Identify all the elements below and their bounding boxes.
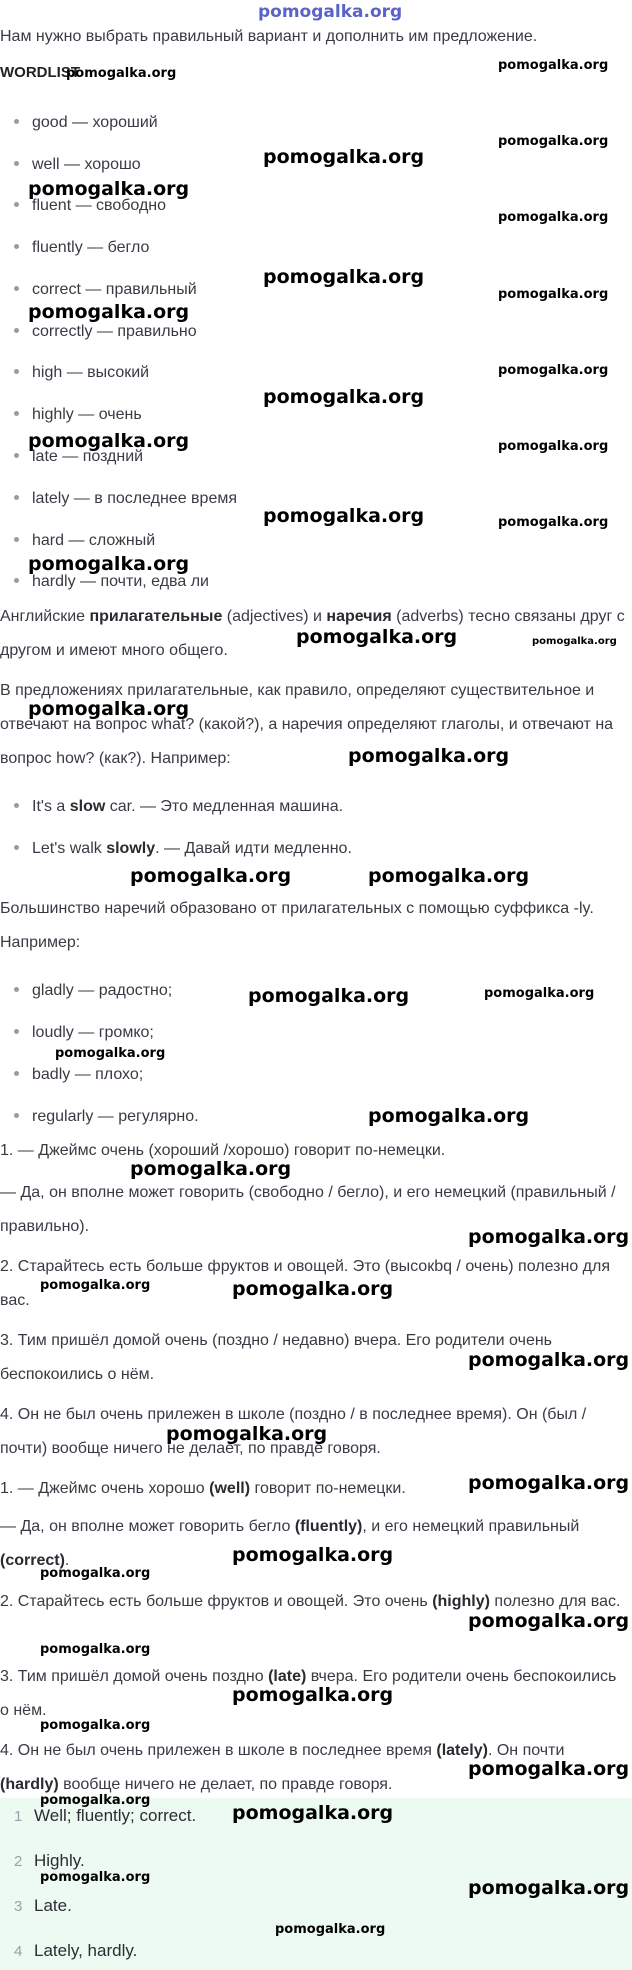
watermark: pomogalka.org	[40, 1566, 151, 1581]
watermark: pomogalka.org	[166, 1423, 328, 1445]
watermark: pomogalka.org	[484, 986, 595, 1001]
list-item: well — хорошо	[14, 156, 141, 174]
answer-item: 2 Highly.	[14, 1851, 85, 1870]
list-item: gladly — радостно;	[14, 982, 172, 1000]
theory-paragraph-2: В предложениях прилагательные, как правило, определяют существительное и отвечают на вопрос what? (какой?), а наречия определяют глаголы, и отвечают на вопрос how? (как?). Например:	[0, 682, 614, 767]
watermark: pomogalka.org	[498, 515, 609, 530]
watermark: pomogalka.org	[232, 1802, 394, 1824]
watermark: pomogalka.org	[468, 1226, 630, 1248]
example-item: It's a slow car. — Это медленная машина.	[14, 798, 343, 816]
answer-item: 4 Lately, hardly.	[14, 1941, 138, 1960]
solution-1-reply: — Да, он вполне может говорить бегло (fluently), и его немецкий правильный (correct).	[0, 1518, 580, 1569]
bullet-icon	[14, 1071, 19, 1076]
watermark: pomogalka.org	[532, 636, 617, 647]
intro-text: Нам нужно выбрать правильный вариант и дополнить им предложение.	[0, 28, 538, 45]
bullet-icon	[14, 495, 19, 500]
list-item: lately — в последнее время	[14, 490, 237, 508]
wordlist-title: WORDLIST	[0, 64, 80, 81]
bullet-icon	[14, 1113, 19, 1118]
answer-item: 1 Well; fluently; correct.	[14, 1806, 197, 1825]
site-logo[interactable]: pomogalka.org	[258, 2, 403, 22]
bullet-icon	[14, 987, 19, 992]
watermark: pomogalka.org	[368, 865, 530, 887]
watermark: pomogalka.org	[28, 553, 190, 575]
bullet-icon	[14, 803, 19, 808]
watermark: pomogalka.org	[348, 745, 510, 767]
bullet-icon	[14, 161, 19, 166]
task-1: 1. — Джеймс очень (хороший /хорошо) говорит по-немецки.	[0, 1142, 446, 1159]
watermark: pomogalka.org	[55, 1046, 166, 1061]
watermark: pomogalka.org	[263, 386, 425, 408]
watermark: pomogalka.org	[498, 134, 609, 149]
solution-3: 3. Тим пришёл домой очень поздно (late) вчера. Его родители очень беспокоились о нём.	[0, 1668, 617, 1719]
watermark: pomogalka.org	[248, 985, 410, 1007]
watermark: pomogalka.org	[498, 58, 609, 73]
answer-item: 3 Late.	[14, 1896, 72, 1915]
watermark: pomogalka.org	[468, 1610, 630, 1632]
list-item: hard — сложный	[14, 532, 155, 550]
task-3: 3. Тим пришёл домой очень (поздно / недавно) вчера. Его родители очень беспокоились о нём.	[0, 1332, 553, 1383]
watermark: pomogalka.org	[263, 146, 425, 168]
watermark: pomogalka.org	[28, 430, 190, 452]
watermark: pomogalka.org	[263, 266, 425, 288]
watermark: pomogalka.org	[28, 698, 190, 720]
bullet-icon	[14, 286, 19, 291]
bullet-icon	[14, 202, 19, 207]
list-item: correctly — правильно	[14, 323, 197, 341]
watermark: pomogalka.org	[468, 1758, 630, 1780]
list-item: regularly — регулярно.	[14, 1108, 199, 1126]
watermark: pomogalka.org	[232, 1544, 394, 1566]
list-item: highly — очень	[14, 406, 142, 424]
watermark: pomogalka.org	[498, 287, 609, 302]
list-item: late — поздний	[14, 448, 143, 466]
list-item: loudly — громко;	[14, 1024, 154, 1042]
theory-paragraph-1: Английские прилагательные (adjectives) и наречия (adverbs) тесно связаны друг с другом и имеют много общего.	[0, 608, 625, 659]
bullet-icon	[14, 328, 19, 333]
watermark: pomogalka.org	[40, 1642, 151, 1657]
bullet-icon	[14, 845, 19, 850]
list-item: correct — правильный	[14, 281, 197, 299]
bullet-icon	[14, 411, 19, 416]
bullet-icon	[14, 244, 19, 249]
watermark: pomogalka.org	[368, 1105, 530, 1127]
watermark: pomogalka.org	[28, 301, 190, 323]
list-item: fluent — свободно	[14, 197, 166, 215]
list-item: hardly — почти, едва ли	[14, 573, 209, 591]
bullet-icon	[14, 578, 19, 583]
solution-1: 1. — Джеймс очень хорошо (well) говорит по-немецки.	[0, 1480, 406, 1497]
watermark: pomogalka.org	[468, 1472, 630, 1494]
watermark: pomogalka.org	[40, 1870, 151, 1885]
task-1-reply: — Да, он вполне может говорить (свободно / бегло), и его немецкий (правильный / правильно).	[0, 1184, 616, 1235]
list-item: badly — плохо;	[14, 1066, 143, 1084]
bullet-icon	[14, 369, 19, 374]
list-item: good — хороший	[14, 114, 158, 132]
bullet-icon	[14, 453, 19, 458]
watermark: pomogalka.org	[296, 626, 458, 648]
task-4: 4. Он не был очень прилежен в школе (поздно / в последнее время). Он (был / почти) вообще ничего не делает, по правде говоря.	[0, 1406, 587, 1457]
watermark: pomogalka.org	[468, 1877, 630, 1899]
watermark: pomogalka.org	[40, 1793, 151, 1808]
list-item: high — высокий	[14, 364, 149, 382]
watermark: pomogalka.org	[130, 865, 292, 887]
watermark: pomogalka.org	[498, 363, 609, 378]
watermark: pomogalka.org	[130, 1158, 292, 1180]
watermark: pomogalka.org	[40, 1278, 151, 1293]
watermark: pomogalka.org	[275, 1922, 386, 1937]
watermark: pomogalka.org	[40, 1718, 151, 1733]
example-item: Let's walk slowly. — Давай идти медленно.	[14, 840, 352, 858]
list-item: fluently — бегло	[14, 239, 149, 257]
task-2: 2. Старайтесь есть больше фруктов и овощей. Это (высокbq / очень) полезно для вас.	[0, 1258, 610, 1309]
watermark: pomogalka.org	[468, 1349, 630, 1371]
watermark: pomogalka.org	[498, 210, 609, 225]
bullet-icon	[14, 537, 19, 542]
theory-paragraph-3: Большинство наречий образовано от прилагательных с помощью суффикса -ly. Например:	[0, 900, 594, 951]
watermark: pomogalka.org	[28, 178, 190, 200]
bullet-icon	[14, 1029, 19, 1034]
watermark: pomogalka.org	[66, 66, 177, 81]
watermark: pomogalka.org	[263, 505, 425, 527]
watermark: pomogalka.org	[232, 1278, 394, 1300]
watermark: pomogalka.org	[498, 439, 609, 454]
solution-4: 4. Он не был очень прилежен в школе в последнее время (lately). Он почти (hardly) вообще ничего не делает, по правде говоря.	[0, 1742, 565, 1793]
solution-2: 2. Старайтесь есть больше фруктов и овощей. Это очень (highly) полезно для вас.	[0, 1593, 621, 1610]
watermark: pomogalka.org	[232, 1684, 394, 1706]
bullet-icon	[14, 119, 19, 124]
